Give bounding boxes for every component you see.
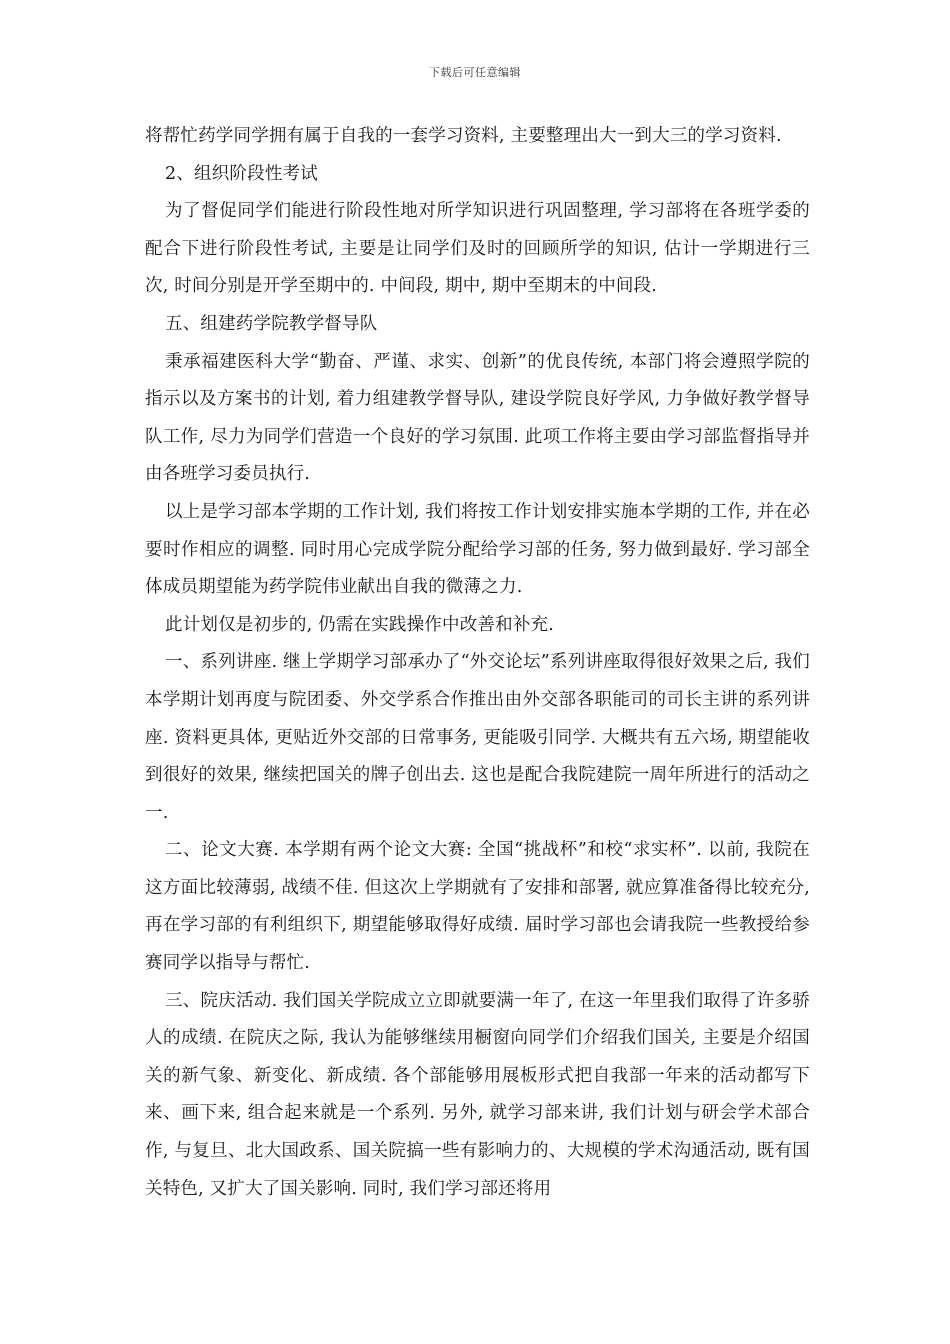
paragraph-7: 此计划仅是初步的, 仍需在实践操作中改善和补充.	[165, 614, 554, 635]
paragraph-6: 以上是学习部本学期的工作计划, 我们将按工作计划安排实施本学期的工作, 并在必要时作相应的调整. 同时用心完成学院分配给学习部的任务, 努力做到最好. 学习部全体成员期望能为药学院伟业献出自我的微薄之力.	[145, 501, 810, 598]
document-body	[145, 118, 810, 1208]
paragraph-8: 一、系列讲座. 继上学期学习部承办了“外交论坛”系列讲座取得很好效果之后, 我们本学期计划再度与院团委、外交学系合作推出由外交部各职能司的司长主讲的系列讲座. 资料更具体, 更贴近外交部的日常事务, 更能吸引同学. 大概共有五六场, 期望能收到很好的效果, 继续把国关的牌子创出去. 这也是配合我院建院一周年所进行的活动之一.	[145, 652, 810, 823]
paragraph-4-heading: 五、组建药学院教学督导队	[165, 313, 378, 334]
paragraph-1: 将帮忙药学同学拥有属于自我的一套学习资料, 主要整理出大一到大三的学习资料.	[145, 126, 782, 146]
paragraph-3: 为了督促同学们能进行阶段性地对所学知识进行巩固整理, 学习部将在各班学委的配合下进行阶段性考试, 主要是让同学们及时的回顾所学的知识, 估计一学期进行三次, 时间分别是开学至期中的. 中间段, 期中, 期中至期末的中间段.	[145, 201, 810, 297]
paragraph-5: 秉承福建医科大学“勤奋、严谨、求实、创新”的优良传统, 本部门将会遵照学院的指示以及方案书的计划, 着力组建教学督导队, 建设学院良好学风, 力争做好教学督导队工作, 尽力为同学们营造一个良好的学习氛围. 此项工作将主要由学习部监督指导并由各班学习委员执行.	[145, 351, 810, 485]
paragraph-9: 二、论文大赛. 本学期有两个论文大赛: 全国“挑战杯”和校“求实杯”. 以前, 我院在这方面比较薄弱, 战绩不佳. 但这次上学期就有了安排和部署, 就应算准备得比较充分, 再在学习部的有利组织下, 期望能够取得好成绩. 届时学习部也会请我院一些教授给参赛同学以指导与帮忙.	[145, 840, 810, 974]
paragraph-2-heading: 2、组织阶段性考试	[165, 163, 318, 184]
page-header-note: 下载后可任意编辑	[429, 66, 521, 79]
paragraph-10: 三、院庆活动. 我们国关学院成立立即就要满一年了, 在这一年里我们取得了许多骄人的成绩. 在院庆之际, 我认为能够继续用橱窗向同学们介绍我们国关, 主要是介绍国关的新气象、新变化、新成绩. 各个部能够用展板形式把自我部一年来的活动都写下来、画下来, 组合起来就是一个系列. 另外, 就学习部来讲, 我们计划与研会学术部合作, 与复旦、北大国政系、国关院搞一些有影响力的、大规模的学术沟通活动, 既有国关特色, 又扩大了国关影响. 同时, 我们学习部还将用	[145, 990, 810, 1199]
